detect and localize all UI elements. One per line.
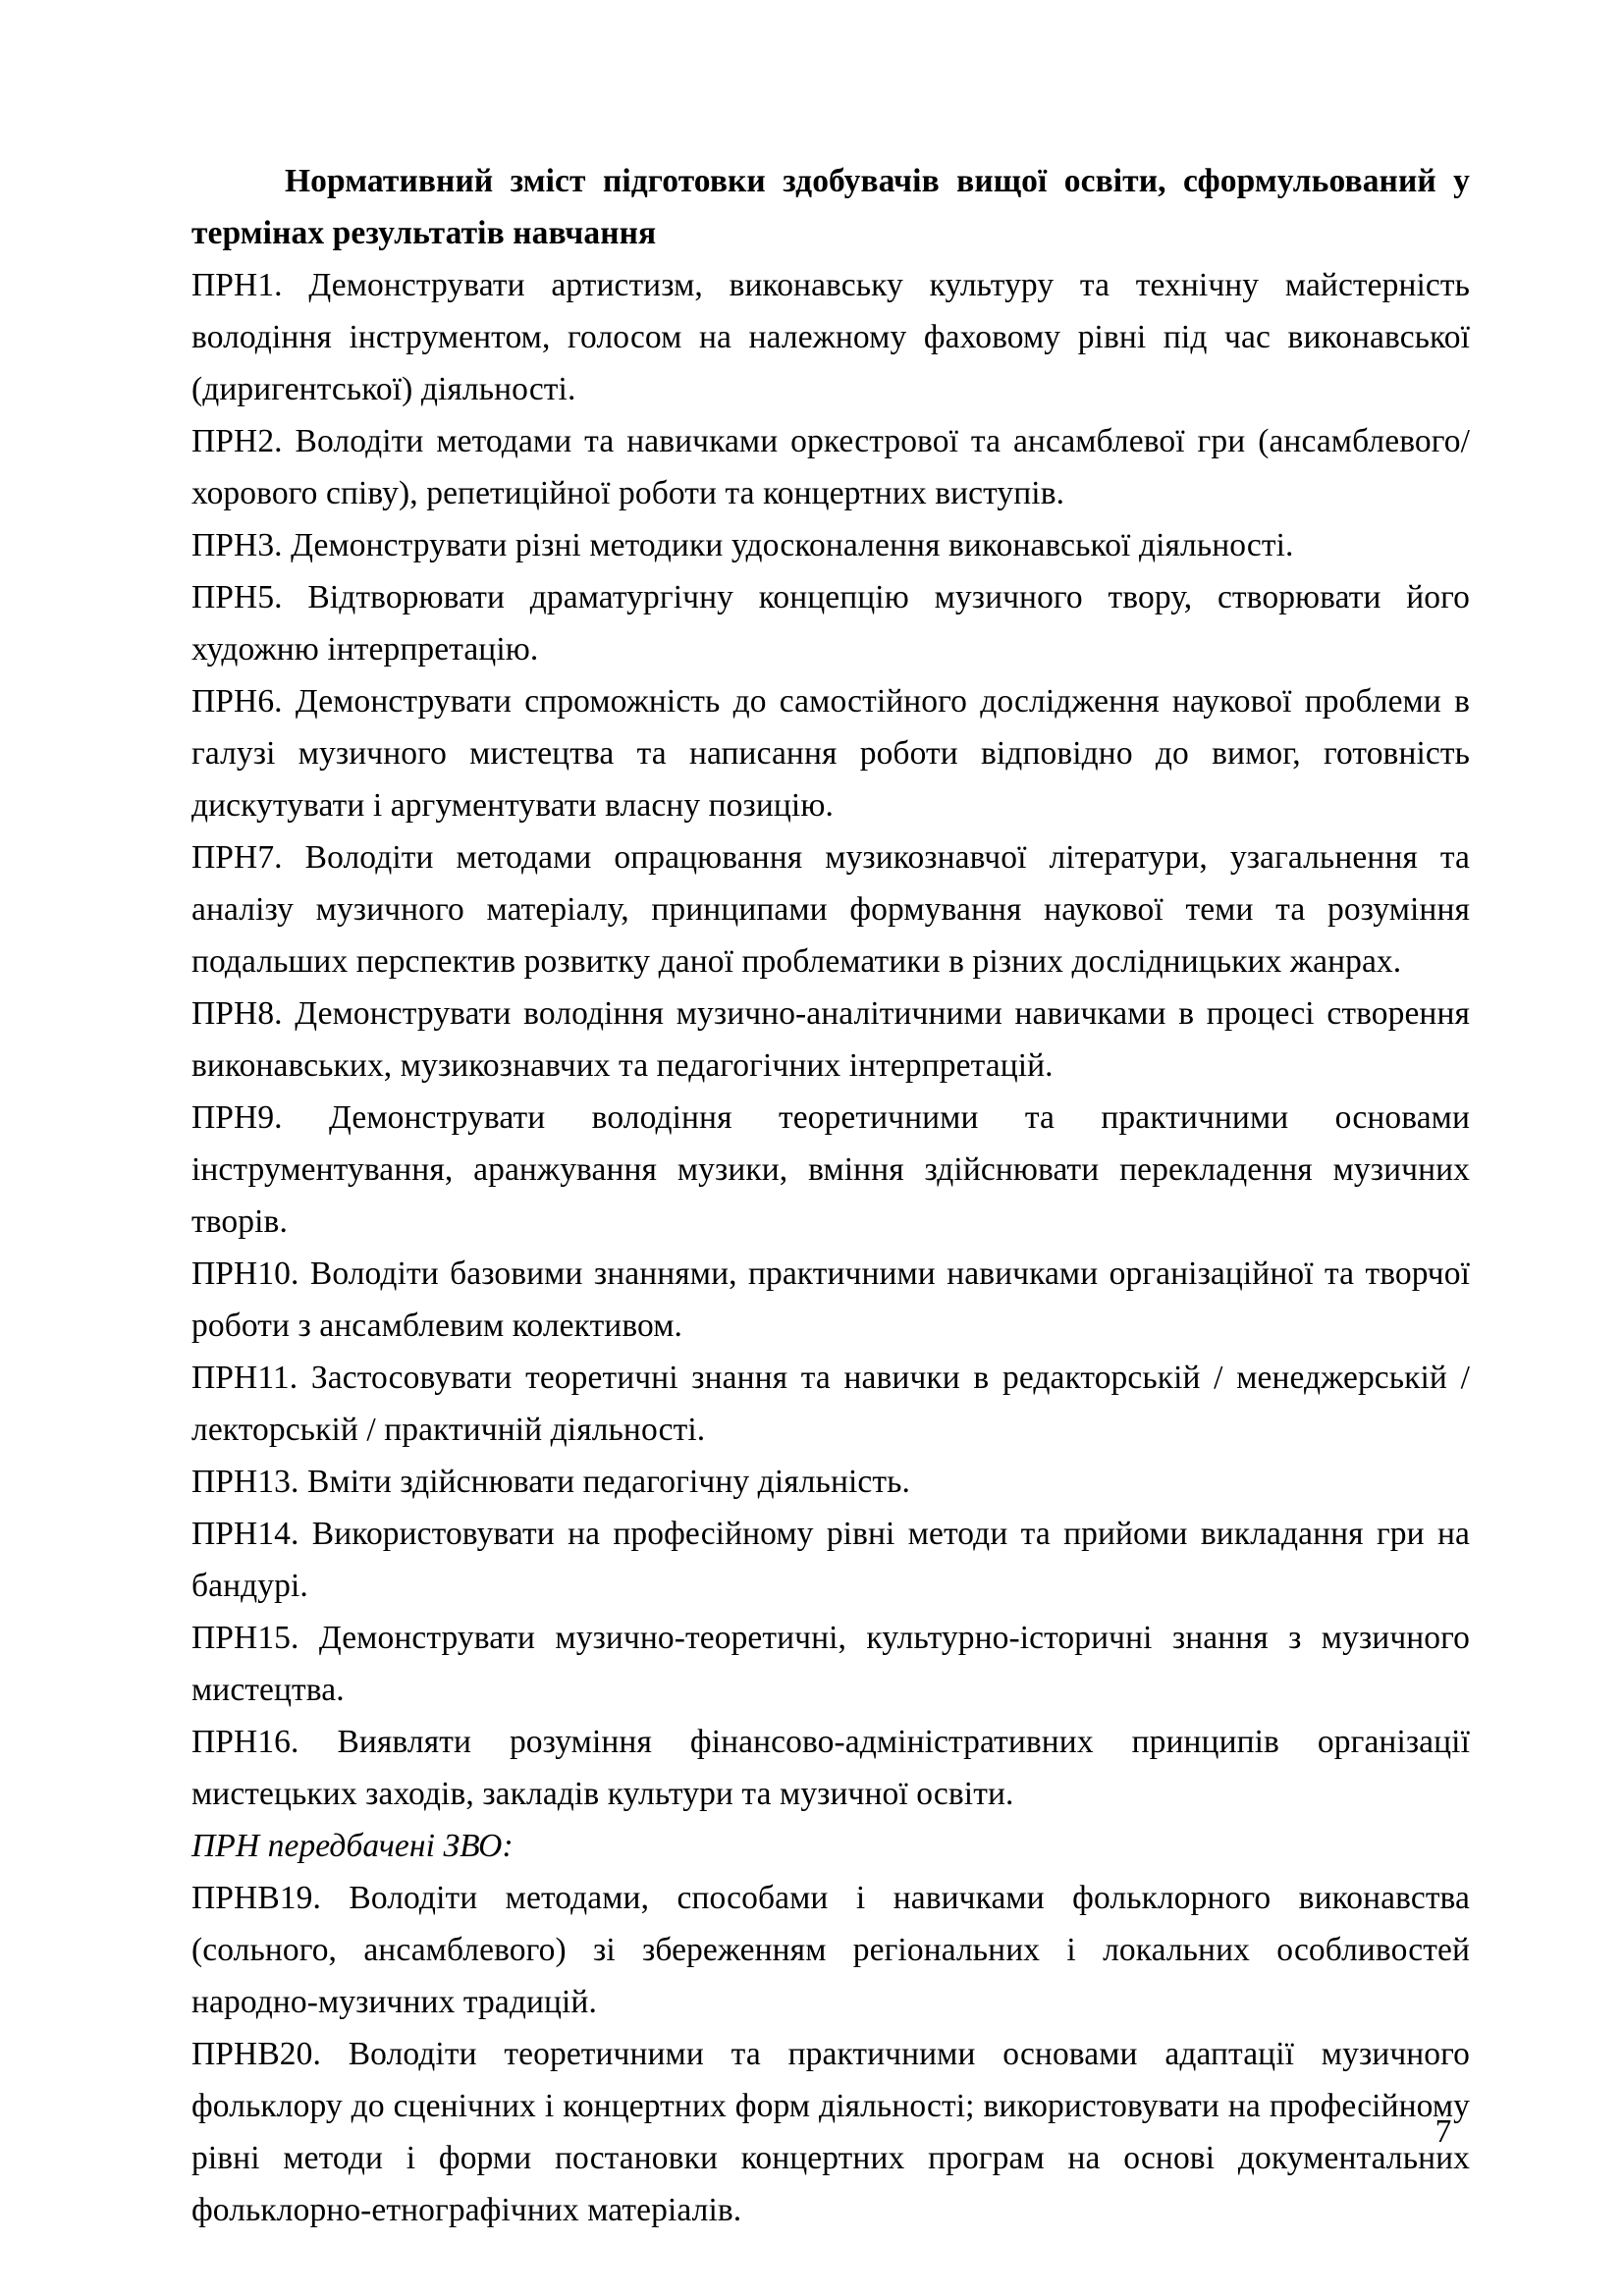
paragraph-prn1: ПРН1. Демонструвати артистизм, виконавську культуру та технічну майстерність володіння інструментом, голосом на належному фаховому рівні під час виконавської (диригентської) діяльності. [191,267,1470,407]
paragraph-prn2: ПРН2. Володіти методами та навичками оркестрової та ансамблевої гри (ансамблевого/ хорового співу), репетиційної роботи та концертних виступів. [191,423,1470,511]
paragraph-prn16: ПРН16. Виявляти розуміння фінансово-адміністративних принципів організації мистецьких заходів, закладів культури та музичної освіти. [191,1724,1470,1812]
section-heading: Нормативний зміст підготовки здобувачів вищої освіти, сформульований у термінах результатів навчання [191,163,1470,251]
paragraph-prn6: ПРН6. Демонструвати спроможність до самостійного дослідження наукової проблеми в галузі музичного мистецтва та написання роботи відповідно до вимог, готовність дискутувати і аргументувати власну позицію. [191,683,1470,824]
paragraph-prn5: ПРН5. Відтворювати драматургічну концепцію музичного твору, створювати його художню інтерпретацію. [191,579,1470,667]
paragraph-prn13: ПРН13. Вміти здійснювати педагогічну діяльність. [191,1464,910,1500]
paragraph-prn3: ПРН3. Демонструвати різні методики удосконалення виконавської діяльності. [191,527,1294,563]
paragraph-prn15: ПРН15. Демонструвати музично-теоретичні, культурно-історичні знання з музичного мистецтва. [191,1620,1470,1708]
paragraph-prn14: ПРН14. Використовувати на професійному рівні методи та прийоми викладання гри на бандурі. [191,1516,1470,1604]
page-number: 7 [1435,2113,1452,2150]
subheading-prn-zvo: ПРН передбачені ЗВО: [191,1828,514,1864]
paragraph-prnv20: ПРНВ20. Володіти теоретичними та практичними основами адаптації музичного фольклору до сценічних і концертних форм діяльності; використовувати на професійному рівні методи і форми постановки концертних програм на основі документальних фольклорно-етнографічних матеріалів. [191,2036,1470,2228]
document-text-block [191,155,1470,2236]
paragraph-prn8: ПРН8. Демонструвати володіння музично-аналітичними навичками в процесі створення виконавських, музикознавчих та педагогічних інтерпретацій. [191,995,1470,1084]
paragraph-prn10: ПРН10. Володіти базовими знаннями, практичними навичками організаційної та творчої роботи з ансамблевим колективом. [191,1255,1470,1344]
paragraph-prnv19: ПРНВ19. Володіти методами, способами і навичками фольклорного виконавства (сольного, ансамблевого) зі збереженням регіональних і локальних особливостей народно-музичних традицій. [191,1880,1470,2020]
paragraph-prn9: ПРН9. Демонструвати володіння теоретичними та практичними основами інструментування, аранжування музики, вміння здійснювати перекладення музичних творів. [191,1099,1470,1240]
paragraph-prn11: ПРН11. Застосовувати теоретичні знання та навички в редакторській / менеджерській / лекторській / практичній діяльності. [191,1360,1470,1448]
paragraph-prn7: ПРН7. Володіти методами опрацювання музикознавчої літератури, узагальнення та аналізу музичного матеріалу, принципами формування наукової теми та розуміння подальших перспектив розвитку даної проблематики в різних дослідницьких жанрах. [191,839,1470,980]
